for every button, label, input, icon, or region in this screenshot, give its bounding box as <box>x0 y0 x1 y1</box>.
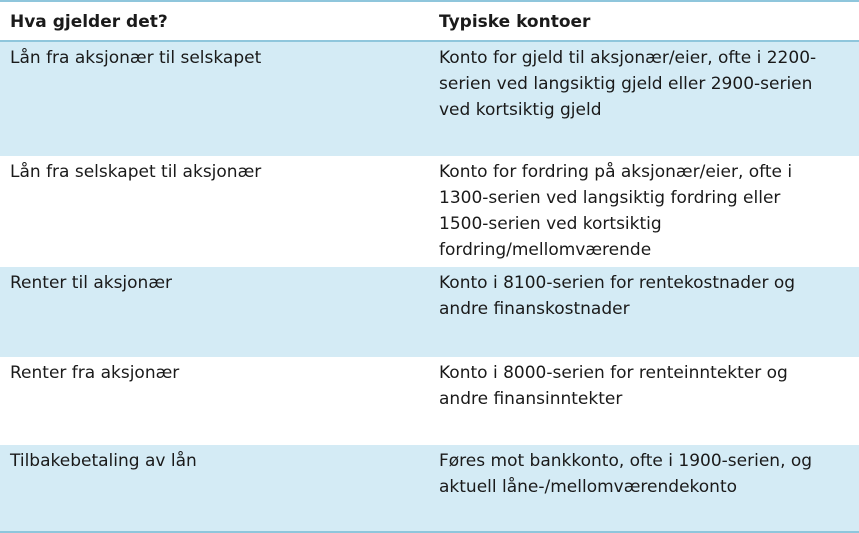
table-row <box>0 156 859 267</box>
row-what: Renter fra aksjonær <box>10 363 180 383</box>
table-header-row <box>0 2 859 42</box>
table-row <box>0 357 859 445</box>
row-accounts: Føres mot bankkonto, ofte i 1900-serien, og aktuell låne-/mellomværendekonto <box>439 451 813 497</box>
table-row <box>0 445 859 531</box>
row-accounts: Konto for gjeld til aksjonær/eier, ofte i 2200- serien ved langsiktig gjeld eller 2900-serien ved kortsiktig gjeld <box>439 48 817 120</box>
row-what: Renter til aksjonær <box>10 273 173 293</box>
header-accounts: Typiske kontoer <box>439 12 591 32</box>
row-accounts: Konto i 8100-serien for rentekostnader og andre finanskostnader <box>439 273 796 319</box>
row-what: Lån fra aksjonær til selskapet <box>10 48 262 68</box>
header-what: Hva gjelder det? <box>10 12 168 32</box>
row-what: Lån fra selskapet til aksjonær <box>10 162 262 182</box>
row-what: Tilbakebetaling av lån <box>10 451 197 471</box>
row-accounts: Konto i 8000-serien for renteinntekter og andre finansinntekter <box>439 363 788 409</box>
table-row <box>0 42 859 156</box>
table-row <box>0 267 859 357</box>
row-accounts: Konto for fordring på aksjonær/eier, ofte i 1300-serien ved langsiktig fordring eller 1500-serien ved kortsiktig fordring/mellomværende <box>439 162 793 260</box>
